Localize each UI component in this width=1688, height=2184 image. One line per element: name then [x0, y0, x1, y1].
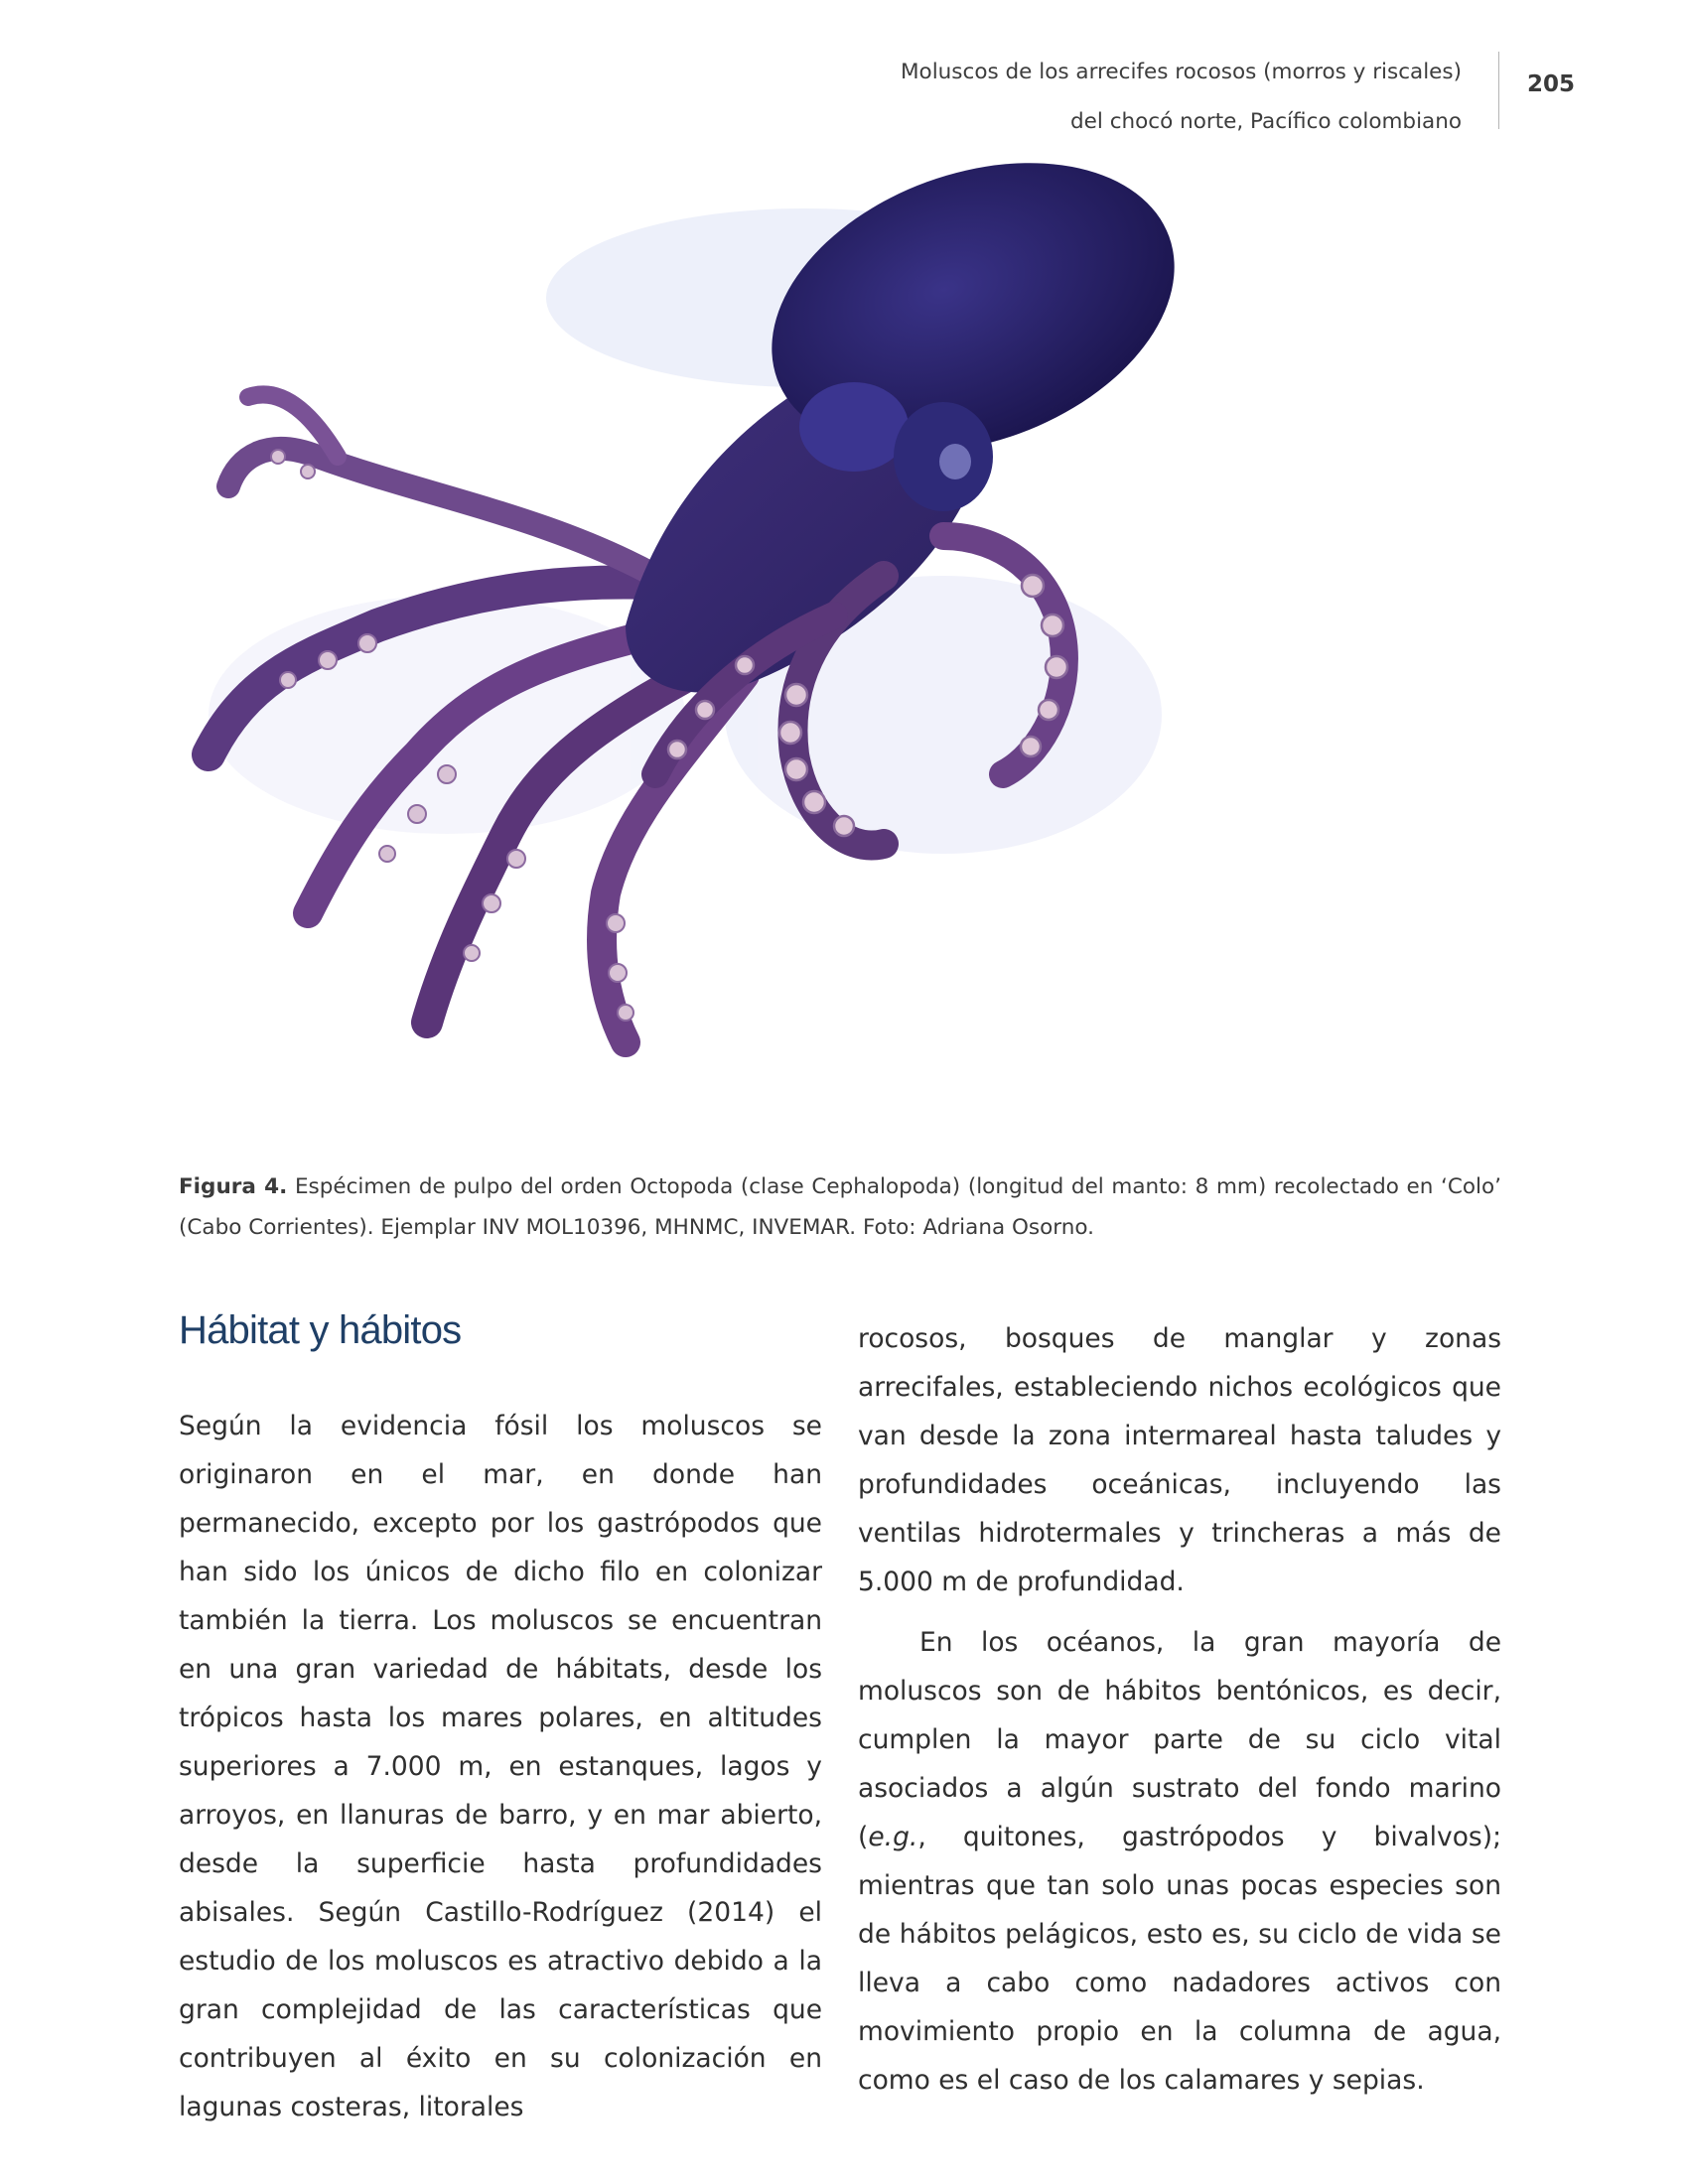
paragraph-2-end: , quitones, gastrópodos y bivalvos); mientras que tan solo unas pocas especies son de hábitos pelágicos, esto es, su ciclo de vida se lleva a cabo como nadadores activos con movimiento propio en la columna de agua, como es el caso de los calamares y sepias.: [858, 1822, 1501, 2096]
figure-caption-text: Espécimen de pulpo del orden Octopoda (clase Cephalopoda) (longitud del manto: 8 mm) recolectado en ‘Colo’ (Cabo Corrientes). Ejemplar INV MOL10396, MHNMC, INVEMAR. Foto: Adriana Osorno.: [179, 1174, 1501, 1240]
paragraph-1-continued: rocosos, bosques de manglar y zonas arrecifales, estableciendo nichos ecológicos que van desde la zona intermareal hasta taludes y profundidades oceánicas, incluyendo las ventilas hidrotermales y trincheras a más de 5.000 m de profundidad.: [858, 1323, 1501, 1597]
figure-caption: [179, 1166, 1501, 1248]
page-number: 205: [1527, 71, 1576, 97]
text-column-right: [858, 1314, 1501, 2105]
header-divider: [1498, 52, 1499, 129]
running-header: [707, 48, 1462, 147]
octopus-photo: [189, 159, 1291, 1132]
paragraph-2: [858, 1618, 1501, 2105]
eg-abbreviation: e.g.: [868, 1822, 918, 1852]
paragraph-1: Según la evidencia fósil los moluscos se originaron en el mar, en donde han permanecido, excepto por los gastrópodos que han sido los únicos de dicho filo en colonizar también la tierra. Los moluscos se encuentran en una gran variedad de hábitats, desde los trópicos hasta los mares polares, en altitudes superiores a 7.000 m, en estanques, lagos y arroyos, en llanuras de barro, y en mar abierto, desde la superficie hasta profundidades abisales. Según Castillo-Rodríguez (2014) el estudio de los moluscos es atractivo debido a la gran complejidad de las características que contribuyen al éxito en su colonización en lagunas costeras, litorales: [179, 1411, 822, 2122]
paragraph-2-start: En los océanos, la gran mayoría de moluscos son de hábitos bentónicos, es decir, cumplen la mayor parte de su ciclo vital asociados a algún sustrato del fondo marino (: [858, 1627, 1501, 1852]
section-heading: Hábitat y hábitos: [179, 1308, 462, 1352]
text-column-left: [179, 1402, 822, 2131]
running-header-line-2: del chocó norte, Pacífico colombiano: [1070, 109, 1462, 134]
running-header-line-1: Moluscos de los arrecifes rocosos (morros y riscales): [901, 60, 1462, 84]
figure-label: Figura 4.: [179, 1174, 288, 1199]
